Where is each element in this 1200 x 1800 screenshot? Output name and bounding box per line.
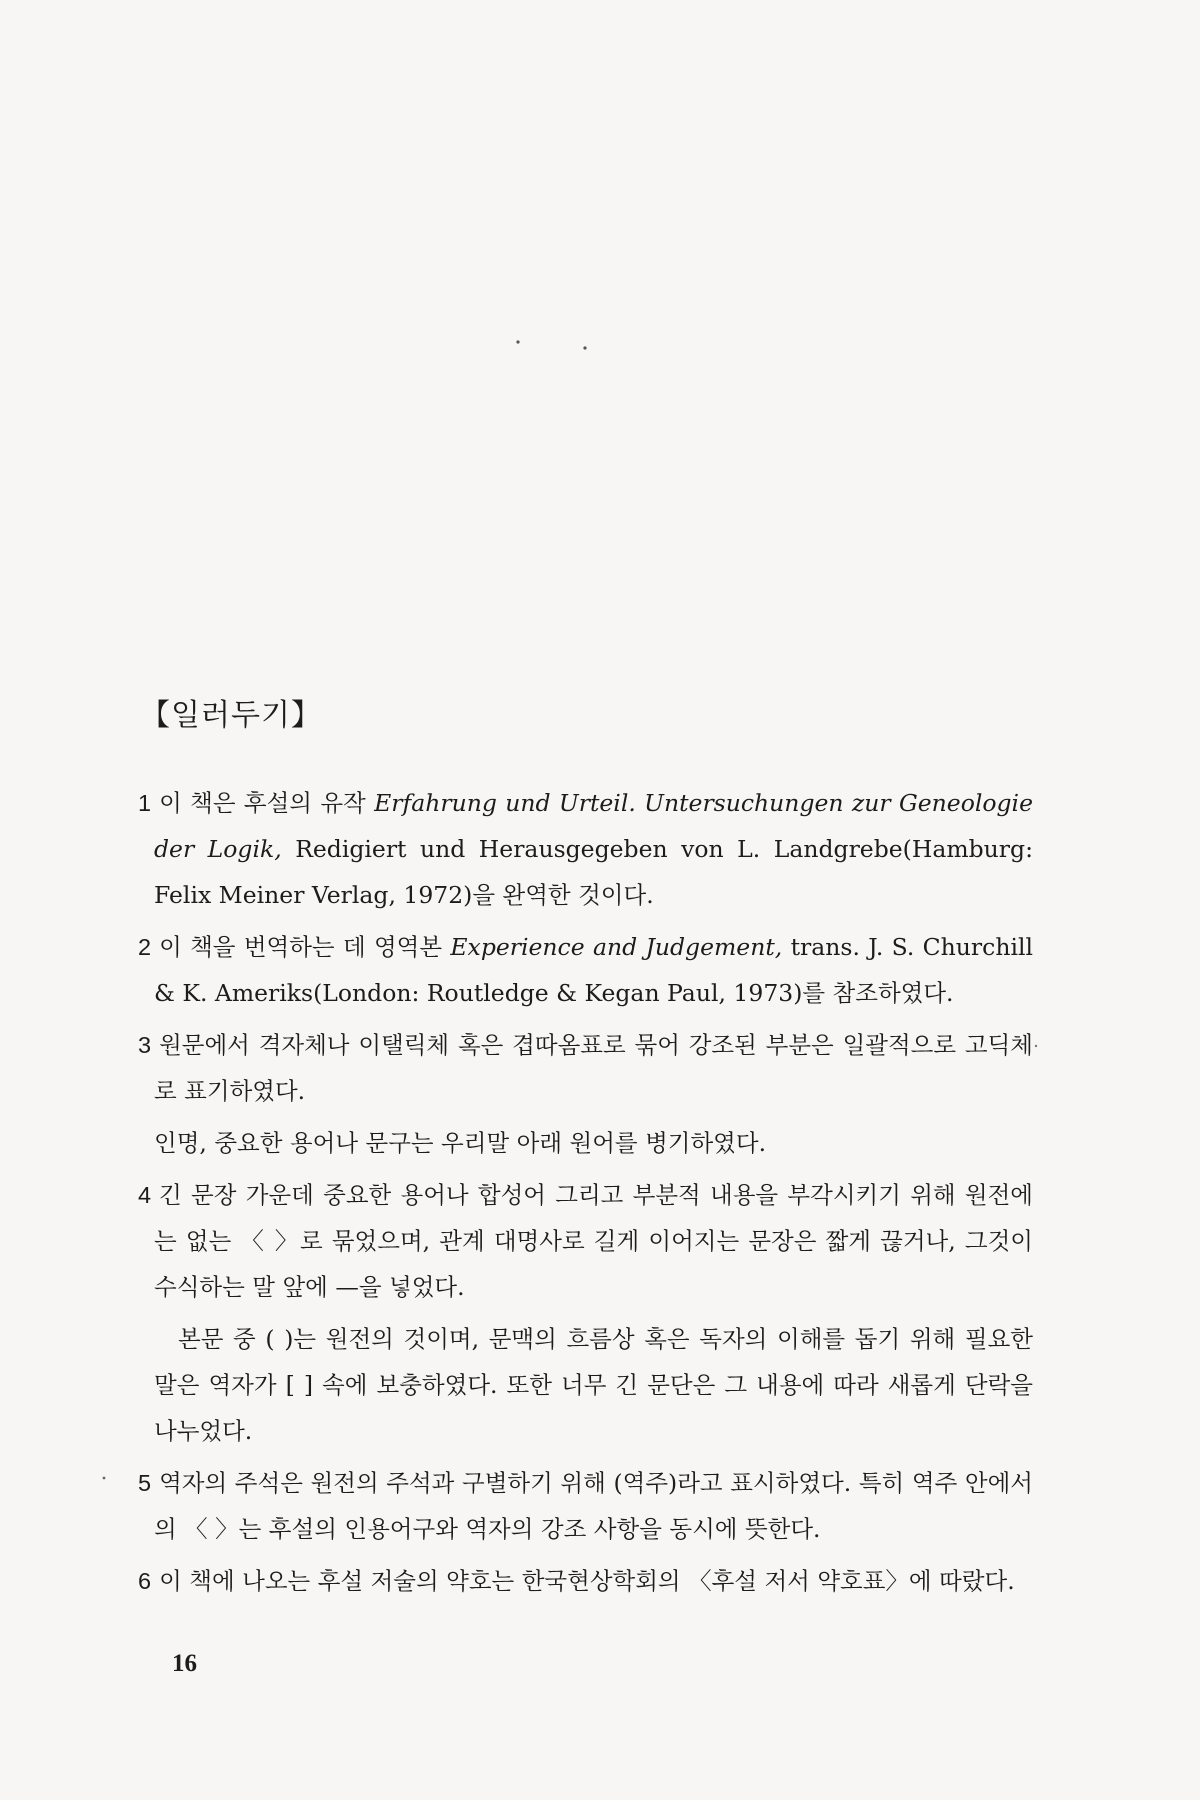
note-2 bbox=[138, 924, 1033, 1016]
note-text: 원문에서 격자체나 이탤릭체 혹은 겹따옴표로 묶어 강조된 부분은 일괄적으로 고딕체로 표기하였다. bbox=[154, 1031, 1033, 1105]
note-5 bbox=[138, 1460, 1033, 1552]
book-title: Experience and Judgement, bbox=[450, 933, 783, 961]
note-4-continuation bbox=[138, 1316, 1033, 1454]
note-text: trans. J. S. Churchill & K. Ameriks(London: Routledge & Kegan Paul, 1973)를 참조하였다. bbox=[154, 933, 1034, 1007]
note-number: 5 bbox=[138, 1470, 152, 1496]
book-title: Erfahrung und Urteil. Untersuchungen zur Geneologie der Logik, bbox=[154, 789, 1033, 863]
note-4 bbox=[138, 1172, 1033, 1310]
note-number: 3 bbox=[138, 1032, 152, 1058]
note-number: 6 bbox=[138, 1568, 152, 1594]
note-text: 본문 중 ( )는 원전의 것이며, 문맥의 흐름상 혹은 독자의 이해를 돕기 위해 필요한 말은 역자가 [ ] 속에 보충하였다. 또한 너무 긴 문단은 그 내용에 따라 새롭게 단락을 나누었다. bbox=[154, 1325, 1033, 1445]
note-text: 이 책에 나오는 후설 저술의 약호는 한국현상학회의 〈후설 저서 약호표〉에 따랐다. bbox=[159, 1567, 1015, 1595]
note-6 bbox=[138, 1558, 1033, 1604]
notes-list bbox=[138, 780, 1033, 1610]
note-text: 이 책은 후설의 유작 bbox=[159, 789, 375, 817]
note-3-continuation bbox=[138, 1120, 1033, 1166]
note-1 bbox=[138, 780, 1033, 918]
note-text: 이 책을 번역하는 데 영역본 bbox=[159, 933, 451, 961]
note-text: 인명, 중요한 용어나 문구는 우리말 아래 원어를 병기하였다. bbox=[154, 1129, 767, 1157]
note-text: 역자의 주석은 원전의 주석과 구별하기 위해 (역주)라고 표시하였다. 특히 역주 안에서의 〈 〉는 후설의 인용어구와 역자의 강조 사항을 동시에 뜻한다. bbox=[154, 1469, 1033, 1543]
note-number: 2 bbox=[138, 934, 152, 960]
note-3 bbox=[138, 1022, 1033, 1114]
note-number: 4 bbox=[138, 1182, 152, 1208]
page-number: 16 bbox=[172, 1650, 197, 1677]
note-text: 긴 문장 가운데 중요한 용어나 합성어 그리고 부분적 내용을 부각시키기 위해 원전에는 없는 〈 〉로 묶었으며, 관계 대명사로 길게 이어지는 문장은 짧게 끊거나, 그것이 수식하는 말 앞에 —을 넣었다. bbox=[154, 1181, 1033, 1301]
note-text: Redigiert und Herausgegeben von L. Landgrebe(Hamburg: Felix Meiner Verlag, 1972)을 완역한 것이다. bbox=[154, 835, 1033, 909]
section-heading: 【일러두기】 bbox=[140, 698, 322, 733]
note-number: 1 bbox=[138, 790, 152, 816]
